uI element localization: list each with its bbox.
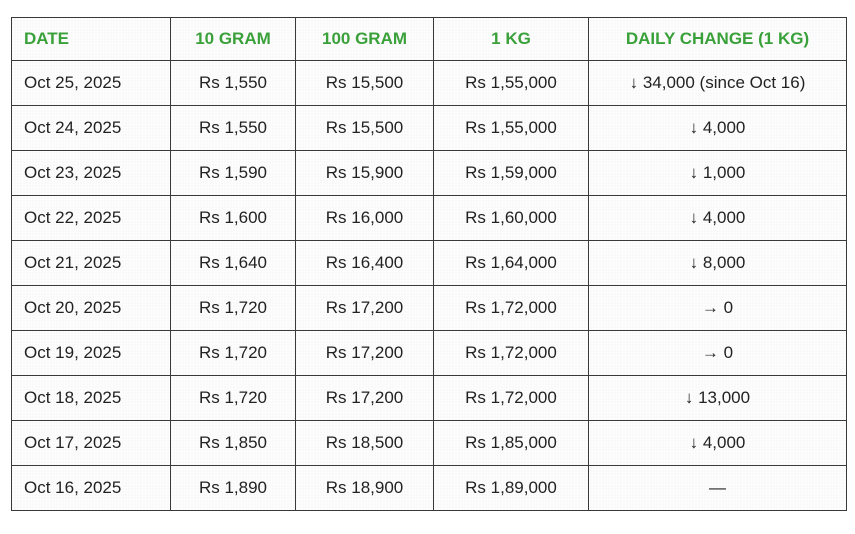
cell-date: Oct 25, 2025 <box>12 61 171 106</box>
table-row <box>12 106 847 151</box>
cell-date: Oct 22, 2025 <box>12 196 171 241</box>
cell-date: Oct 20, 2025 <box>12 286 171 331</box>
cell-daily-change: ↓ 13,000 <box>589 376 847 421</box>
cell-100-gram: Rs 18,900 <box>296 466 434 511</box>
table-row <box>12 61 847 106</box>
cell-daily-change: ↓ 34,000 (since Oct 16) <box>589 61 847 106</box>
header-daily-change: DAILY CHANGE (1 KG) <box>589 18 847 61</box>
cell-1-kg: Rs 1,89,000 <box>434 466 589 511</box>
cell-10-gram: Rs 1,720 <box>171 331 296 376</box>
cell-100-gram: Rs 15,900 <box>296 151 434 196</box>
table-row <box>12 466 847 511</box>
rates-table-container <box>11 17 846 511</box>
cell-date: Oct 16, 2025 <box>12 466 171 511</box>
header-1-kg: 1 KG <box>434 18 589 61</box>
cell-date: Oct 17, 2025 <box>12 421 171 466</box>
table-row <box>12 331 847 376</box>
cell-100-gram: Rs 17,200 <box>296 331 434 376</box>
cell-date: Oct 21, 2025 <box>12 241 171 286</box>
cell-10-gram: Rs 1,640 <box>171 241 296 286</box>
cell-10-gram: Rs 1,850 <box>171 421 296 466</box>
cell-date: Oct 23, 2025 <box>12 151 171 196</box>
cell-daily-change: ↓ 4,000 <box>589 196 847 241</box>
cell-100-gram: Rs 15,500 <box>296 106 434 151</box>
table-row <box>12 421 847 466</box>
header-100-gram: 100 GRAM <box>296 18 434 61</box>
cell-1-kg: Rs 1,72,000 <box>434 331 589 376</box>
cell-daily-change: ↓ 4,000 <box>589 106 847 151</box>
header-10-gram: 10 GRAM <box>171 18 296 61</box>
cell-100-gram: Rs 17,200 <box>296 376 434 421</box>
table-row <box>12 286 847 331</box>
cell-daily-change: — <box>589 466 847 511</box>
cell-10-gram: Rs 1,600 <box>171 196 296 241</box>
cell-1-kg: Rs 1,85,000 <box>434 421 589 466</box>
cell-100-gram: Rs 18,500 <box>296 421 434 466</box>
cell-date: Oct 24, 2025 <box>12 106 171 151</box>
table-row <box>12 376 847 421</box>
cell-1-kg: Rs 1,72,000 <box>434 286 589 331</box>
cell-date: Oct 18, 2025 <box>12 376 171 421</box>
cell-date: Oct 19, 2025 <box>12 331 171 376</box>
cell-10-gram: Rs 1,720 <box>171 286 296 331</box>
table-row <box>12 196 847 241</box>
cell-daily-change: → 0 <box>589 286 847 331</box>
cell-1-kg: Rs 1,64,000 <box>434 241 589 286</box>
cell-10-gram: Rs 1,720 <box>171 376 296 421</box>
cell-100-gram: Rs 16,000 <box>296 196 434 241</box>
cell-1-kg: Rs 1,60,000 <box>434 196 589 241</box>
cell-10-gram: Rs 1,550 <box>171 106 296 151</box>
table-header-row <box>12 18 847 61</box>
cell-10-gram: Rs 1,590 <box>171 151 296 196</box>
cell-daily-change: ↓ 4,000 <box>589 421 847 466</box>
cell-1-kg: Rs 1,55,000 <box>434 106 589 151</box>
cell-100-gram: Rs 15,500 <box>296 61 434 106</box>
cell-10-gram: Rs 1,890 <box>171 466 296 511</box>
cell-daily-change: → 0 <box>589 331 847 376</box>
cell-1-kg: Rs 1,59,000 <box>434 151 589 196</box>
table-row <box>12 151 847 196</box>
cell-100-gram: Rs 17,200 <box>296 286 434 331</box>
cell-1-kg: Rs 1,72,000 <box>434 376 589 421</box>
cell-10-gram: Rs 1,550 <box>171 61 296 106</box>
silver-rates-table <box>11 17 847 511</box>
header-date: DATE <box>12 18 171 61</box>
cell-daily-change: ↓ 1,000 <box>589 151 847 196</box>
cell-1-kg: Rs 1,55,000 <box>434 61 589 106</box>
table-row <box>12 241 847 286</box>
cell-100-gram: Rs 16,400 <box>296 241 434 286</box>
cell-daily-change: ↓ 8,000 <box>589 241 847 286</box>
